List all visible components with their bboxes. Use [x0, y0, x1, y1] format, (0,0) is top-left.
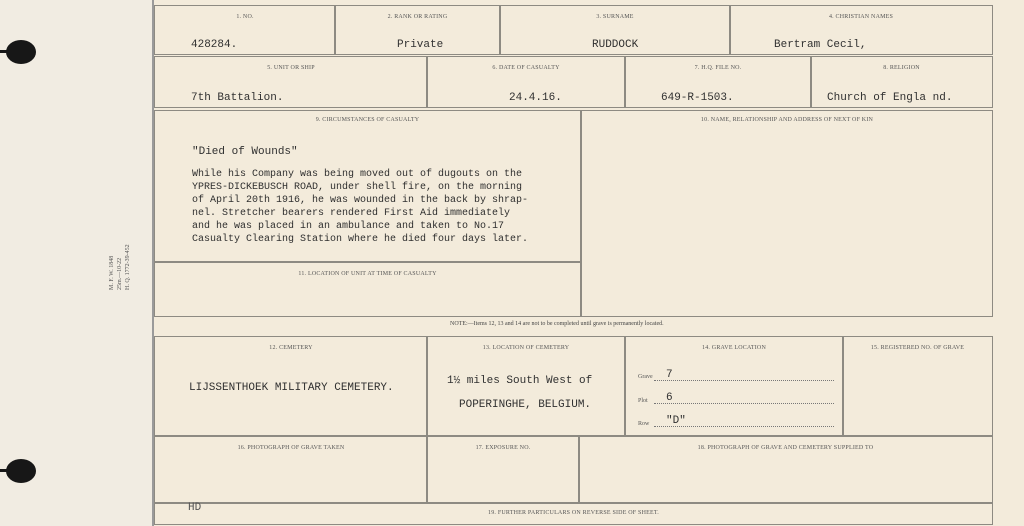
field-hq-file-no: 7. H.Q. FILE NO. 649-R-1503.: [624, 56, 812, 108]
field-next-of-kin: 10. NAME, RELATIONSHIP AND ADDRESS OF NEXT OF KIN: [581, 110, 993, 317]
field-exposure-no: 17. EXPOSURE NO.: [426, 436, 580, 503]
field-surname: 3. SURNAME RUDDOCK: [499, 5, 731, 55]
field-circumstances: 9. CIRCUMSTANCES OF CASUALTY: [154, 110, 581, 262]
field-cemetery: 12. CEMETERY LIJSSENTHOEK MILITARY CEMETERY.: [154, 336, 428, 436]
form-code: M. F. W. 1848 25m.—10-22 H. Q. 1772-39-452: [109, 244, 131, 290]
field-religion: 8. RELIGION Church of Engla nd.: [810, 56, 993, 108]
field-number: 1. NO. 428284.: [154, 5, 336, 55]
field-location-of-cemetery: 13. LOCATION OF CEMETERY 1½ miles South West of POPERINGHE, BELGIUM.: [426, 336, 626, 436]
initials: HD: [188, 502, 202, 514]
row-line: [654, 426, 834, 427]
field-rank: 2. RANK OR RATING Private: [334, 5, 501, 55]
field-photo-supplied-to: 18. PHOTOGRAPH OF GRAVE AND CEMETERY SUPPLIED TO: [578, 436, 993, 503]
field-photo-taken: 16. PHOTOGRAPH OF GRAVE TAKEN: [154, 436, 428, 503]
field-location-of-unit: 11. LOCATION OF UNIT AT TIME OF CASUALTY: [154, 262, 581, 317]
grave-note: NOTE:—Items 12, 13 and 14 are not to be completed until grave is permanently located.: [450, 321, 664, 327]
field-grave-location: 14. GRAVE LOCATION: [624, 336, 844, 436]
field-registered-no: 15. REGISTERED NO. OF GRAVE: [842, 336, 993, 436]
circumstances-text: While his Company was being moved out of dugouts on the YPRES-DICKEBUSCH ROAD, under shell fire, on the morning of April 20th 1916, he was wounded in the back by shrap- nel. Stretcher bearers rendered First Aid immediately and he was placed in an ambulance and taken to No.17 Casualty Clearing Station where he died four days later.: [192, 169, 529, 245]
circumstances-title: "Died of Wounds": [192, 146, 298, 158]
plot-line: [654, 403, 834, 404]
punch-hole: [6, 459, 36, 483]
grave-line: [654, 380, 834, 381]
casualty-record-card: 1. NO. 428284. 2. RANK OR RATING Private 3. SURNAME RUDDOCK 4. CHRISTIAN NAMES Bertram Cecil, 5. UNIT OR SHIP 7th Battalion. 6. DATE OF CASUALTY 24.4.16. 7. H.Q. FILE NO. 649-R-1503. 8. RELIGION Church of Engla nd. 9. CIRCUMSTANCES OF CASUALTY "Died of Wounds" While his Company was being moved out of dugouts on the YPRES-DICKEBUSCH ROAD, under shell fire, on the morning of April 20th 1916, he was wounded in the back by shrap- nel. Stretcher bearers rendered First Aid immediately and he was placed in an ambulance and taken to No.17 Casualty Clearing Station where he died four days later. 10. NAME, RELATIONSHIP AND ADDRESS OF NEXT OF KIN 11. LOCATION OF UNIT AT TIME OF CASUALTY NOTE:—Items 12, 13 and 14 are not to be completed until grave is permanently located. 12. CEMETERY LIJSSENTHOEK MILITARY CEMETERY. 13. LOCATION OF CEMETERY 1½ miles South West of POPERINGHE, BELGIUM. 14. GRAVE LOCATION Grave 7 Plot 6 Row "D" 15. REGISTERED NO. OF GRAVE 16. PHOTOGRAPH OF GRAVE TAKEN 17. EXPOSURE NO. 18. PHOTOGRAPH OF GRAVE AND CEMETERY SUPPLIED TO 19. FURTHER PARTICULARS ON REVERSE SIDE OF SHEET. HD: [152, 0, 1024, 526]
field-christian-names: 4. CHRISTIAN NAMES Bertram Cecil,: [729, 5, 993, 55]
binder-margin: [0, 0, 152, 526]
field-unit: 5. UNIT OR SHIP 7th Battalion.: [154, 56, 428, 108]
field-further-particulars: 19. FURTHER PARTICULARS ON REVERSE SIDE OF SHEET.: [154, 503, 993, 525]
field-date-of-casualty: 6. DATE OF CASUALTY 24.4.16.: [426, 56, 626, 108]
punch-hole: [6, 40, 36, 64]
